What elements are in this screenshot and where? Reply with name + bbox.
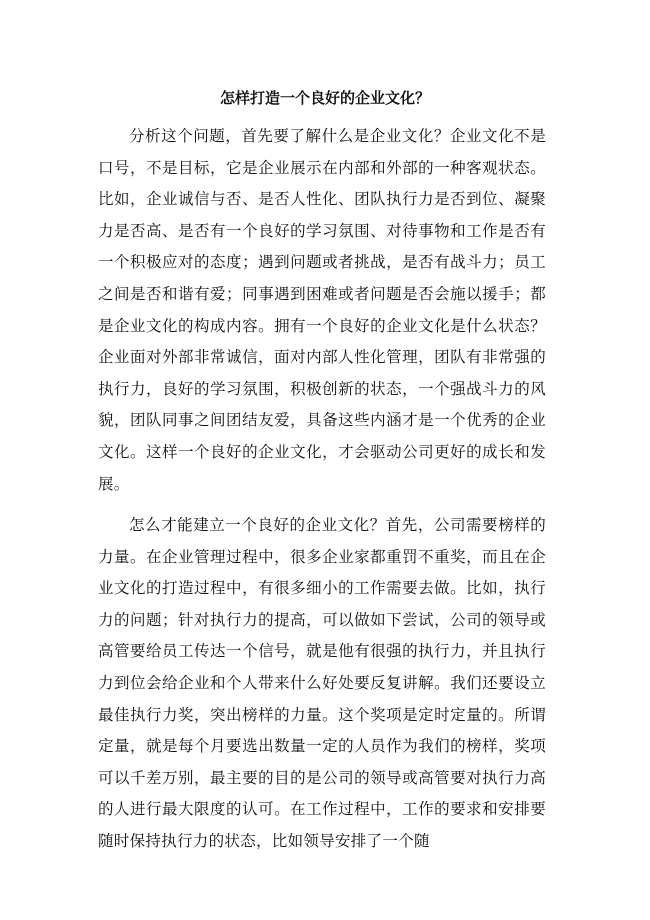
paragraph-2: 怎么才能建立一个良好的企业文化？首先，公司需要榜样的力量。在企业管理过程中，很多企业家都重罚不重奖，而且在企业文化的打造过程中，有很多细小的工作需要去做。比如，执行力的问题；针对执行力的提高，可以做如下尝试，公司的领导或高管要给员工传达一个信号，就是他有很强的执行力，并且执行力到位会给企业和个人带来什么好处要反复讲解。我们还要设立最佳执行力奖，突出榜样的力量。这个奖项是定时定量的。所谓定量，就是每个月要选出数量一定的人员作为我们的榜样，奖项可以千差万别，最主要的目的是公司的领导或高管要对执行力高的人进行最大限度的认可。在工作过程中，工作的要求和安排要随时保持执行力的状态，比如领导安排了一个随 — [98, 516, 546, 850]
paragraph-1: 分析这个问题，首先要了解什么是企业文化？企业文化不是口号，不是目标，它是企业展示在内部和外部的一种客观状态。比如，企业诚信与否、是否人性化、团队执行力是否到位、凝聚力是否高、是否有一个良好的学习氛围、对待事物和工作是否有一个积极应对的态度；遇到问题或者挑战，是否有战斗力；员工之间是否和谐有爱；同事遇到困难或者问题是否会施以援手；都是企业文化的构成内容。拥有一个良好的企业文化是什么状态？企业面对外部非常诚信，面对内部人性化管理，团队有非常强的执行力，良好的学习氛围，积极创新的状态，一个强战斗力的风貌，团队同事之间团结友爱，具备这些内涵才是一个优秀的企业文化。这样一个良好的企业文化，才会驱动公司更好的成长和发展。 — [98, 127, 546, 493]
document-title: 怎样打造一个良好的企业文化？ — [219, 89, 430, 107]
